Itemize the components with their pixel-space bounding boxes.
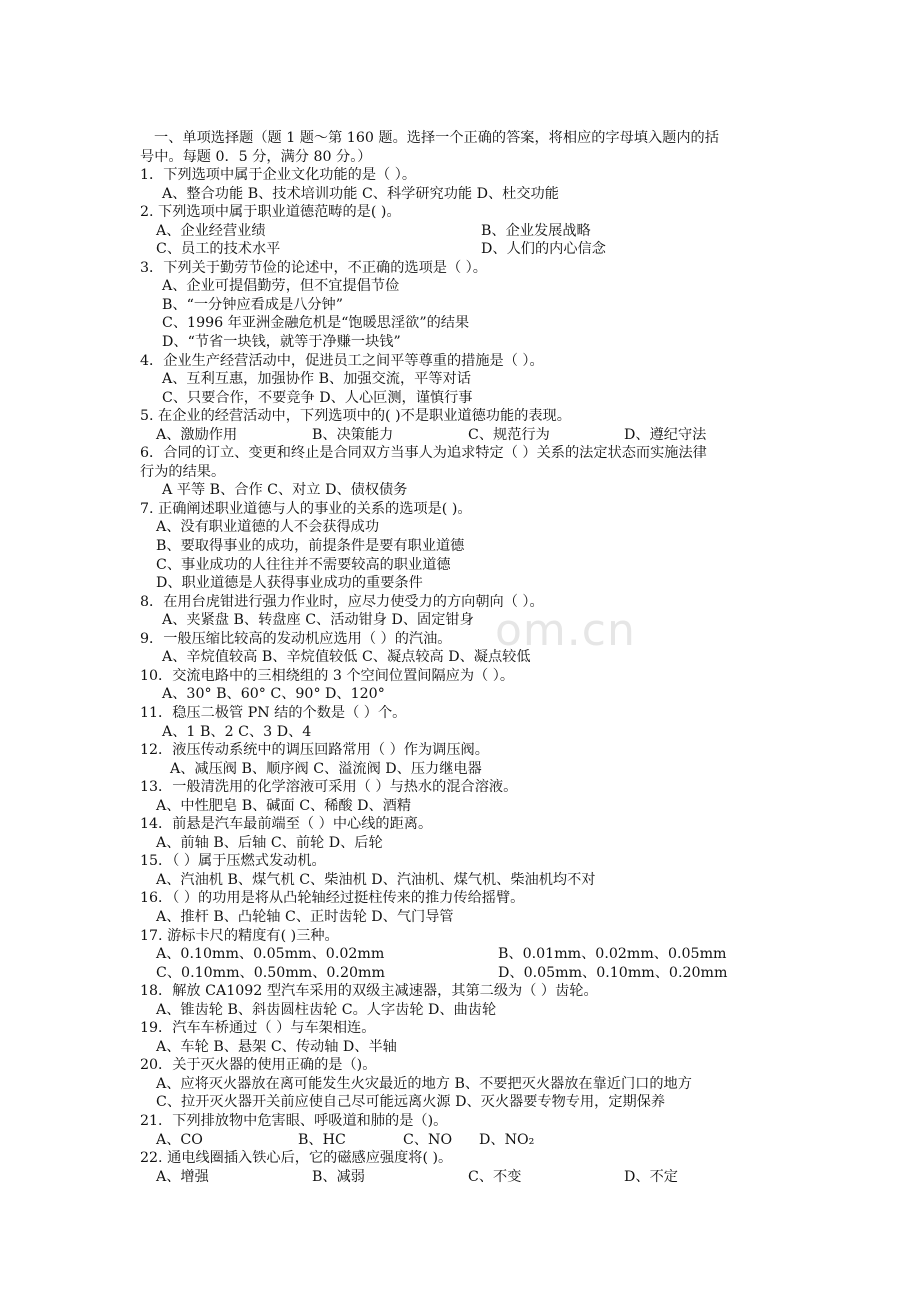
option-line: A、整合功能 B、技术培训功能 C、科学研究功能 D、杜交功能 (162, 185, 559, 202)
option-line: A、1 B、2 C、3 D、4 (162, 723, 312, 740)
option-line: B、“一分钟应看成是八分钟” (162, 296, 343, 313)
option-item: B、决策能力 (312, 426, 394, 443)
question-line: 13．一般清洗用的化学溶液可采用（ ）与热水的混合溶液。 (140, 779, 518, 796)
option-item: C、规范行为 (468, 426, 550, 443)
section-intro-line-1: 一、单项选择题（题 1 题～第 160 题。选择一个正确的答案，将相应的字母填入题内的括 (154, 130, 719, 146)
option-line: A、夹紧盘 B、转盘座 C、活动钳身 D、固定钳身 (162, 612, 474, 629)
section-intro-line-2: 号中。每题 0．5 分，满分 80 分。） (140, 148, 372, 165)
option-line: A、应将灭火器放在离可能发生火灾最近的地方 B、不要把灭火器放在靠近门口的地方 (156, 1075, 692, 1092)
option-item: A、激励作用 (156, 426, 238, 443)
option-line: A、没有职业道德的人不会获得成功 (156, 519, 380, 536)
option-row (140, 426, 780, 445)
question-line: 行为的结果。 (140, 463, 226, 480)
option-line: A、前轴 B、后轴 C、前轮 D、后轮 (156, 834, 383, 851)
question-line: 9．一般压缩比较高的发动机应选用（ ）的汽油。 (140, 630, 452, 647)
question-line: 1．下列选项中属于企业文化功能的是（ ）。 (140, 167, 417, 184)
option-line: A、车轮 B、悬架 C、传动轴 D、半轴 (156, 1038, 397, 1055)
option-item: C、不变 (468, 1168, 522, 1185)
option-line: C、只要合作，不要竞争 D、人心叵测，谨慎行事 (162, 389, 473, 406)
question-line: 10．交流电路中的三相绕组的 3 个空间位置间隔应为（ ）。 (140, 667, 515, 684)
question-list (140, 129, 780, 1186)
option-line: C、事业成功的人往往并不需要较高的职业道德 (156, 556, 451, 573)
question-line: 2. 下列选项中属于职业道德范畴的是( )。 (140, 204, 401, 221)
option-line: A、汽油机 B、煤气机 C、柴油机 D、汽油机、煤气机、柴油机均不对 (156, 871, 596, 888)
question-line: 20．关于灭火器的使用正确的是（)。 (140, 1057, 377, 1074)
question-line: 22. 通电线圈插入铁心后，它的磁感应强度将( )。 (140, 1150, 453, 1167)
option-item: B、企业发展战略 (481, 222, 591, 239)
option-item: D、NO₂ (479, 1131, 535, 1148)
option-row (140, 964, 780, 983)
option-line: A、互利互惠，加强协作 B、加强交流，平等对话 (162, 371, 471, 388)
option-item: C、0.10mm、0.50mm、0.20mm (156, 964, 385, 981)
option-line: A、减压阀 B、顺序阀 C、溢流阀 D、压力继电器 (170, 760, 482, 777)
question-line: 14．前悬是汽车最前端至（ ）中心线的距离。 (140, 816, 433, 833)
question-line: 7. 正确阐述职业道德与人的事业的关系的选项是( )。 (140, 500, 472, 517)
option-row (140, 240, 780, 259)
option-line: D、职业道德是人获得事业成功的重要条件 (156, 575, 423, 592)
option-line: A、锥齿轮 B、斜齿圆柱齿轮 C。人字齿轮 D、曲齿轮 (156, 1001, 497, 1018)
option-line: A、中性肥皂 B、碱面 C、稀酸 D、酒精 (156, 797, 412, 814)
question-line: 6．合同的订立、变更和终止是合同双方当事人为追求特定（ ）关系的法定状态而实施法律 (140, 445, 707, 462)
question-line: 16．（ ）的功用是将从凸轮轴经过挺柱传来的推力传给摇臂。 (140, 890, 525, 907)
watermark: om.cn (495, 605, 636, 656)
question-line: 21．下列排放物中危害眼、呼吸道和肺的是（)。 (140, 1112, 448, 1129)
question-line: 19．汽车车桥通过（ ）与车架相连。 (140, 1020, 376, 1037)
option-line: A、推杆 B、凸轮轴 C、正时齿轮 D、气门导管 (156, 908, 454, 925)
question-line: 5. 在企业的经营活动中，下列选项中的( )不是职业道德功能的表现。 (140, 408, 571, 425)
question-line: 11．稳压二极管 PN 结的个数是（ ）个。 (140, 704, 407, 721)
option-row (140, 1168, 780, 1187)
option-item: C、员工的技术水平 (156, 241, 281, 258)
question-line: 8．在用台虎钳进行强力作业时，应尽力使受力的方向朝向（ ）。 (140, 593, 544, 610)
option-line: A、企业可提倡勤劳，但不宜提倡节俭 (162, 278, 400, 295)
question-line: 17. 游标卡尺的精度有( )三种。 (140, 927, 339, 944)
option-line: A、辛烷值较高 B、辛烷值较低 C、凝点较高 D、凝点较低 (162, 649, 531, 666)
option-item: D、人们的内心信念 (481, 241, 606, 258)
option-line: D、“节省一块钱，就等于净赚一块钱” (162, 334, 401, 351)
question-line: 18．解放 CA1092 型汽车采用的双级主减速器，其第二级为（ ）齿轮。 (140, 983, 598, 1000)
option-row (140, 1131, 780, 1150)
option-line: A、30° B、60° C、90° D、120° (162, 686, 385, 703)
question-line: 3．下列关于勤劳节俭的论述中，不正确的选项是（ ）。 (140, 259, 487, 276)
option-item: D、遵纪守法 (624, 426, 707, 443)
option-line: C、1996 年亚洲金融危机是“饱暖思淫欲”的结果 (162, 315, 470, 332)
option-item: A、企业经营业绩 (156, 222, 266, 239)
option-item: A、增强 (156, 1168, 209, 1185)
option-item: B、减弱 (312, 1168, 365, 1185)
option-row (140, 945, 780, 964)
option-item: B、HC (298, 1131, 346, 1148)
question-line: 4．企业生产经营活动中，促进员工之间平等尊重的措施是（ ）。 (140, 352, 544, 369)
option-line: C、拉开灭火器开关前应使自己尽可能远离火源 D、灭火器要专物专用，定期保养 (156, 1094, 666, 1111)
option-item: A、0.10mm、0.05mm、0.02mm (156, 946, 385, 963)
option-item: D、不定 (624, 1168, 678, 1185)
option-item: B、0.01mm、0.02mm、0.05mm (498, 946, 727, 963)
option-row (140, 222, 780, 241)
option-line: B、要取得事业的成功，前提条件是要有职业道德 (156, 538, 465, 555)
question-line: 15．（ ）属于压燃式发动机。 (140, 853, 326, 870)
question-line: 12．液压传动系统中的调压回路常用（ ）作为调压阀。 (140, 742, 489, 759)
option-item: C、NO (403, 1131, 453, 1148)
option-item: D、0.05mm、0.10mm、0.20mm (498, 964, 728, 981)
option-line: A 平等 B、合作 C、对立 D、债权债务 (162, 482, 408, 499)
option-item: A、CO (156, 1131, 203, 1148)
